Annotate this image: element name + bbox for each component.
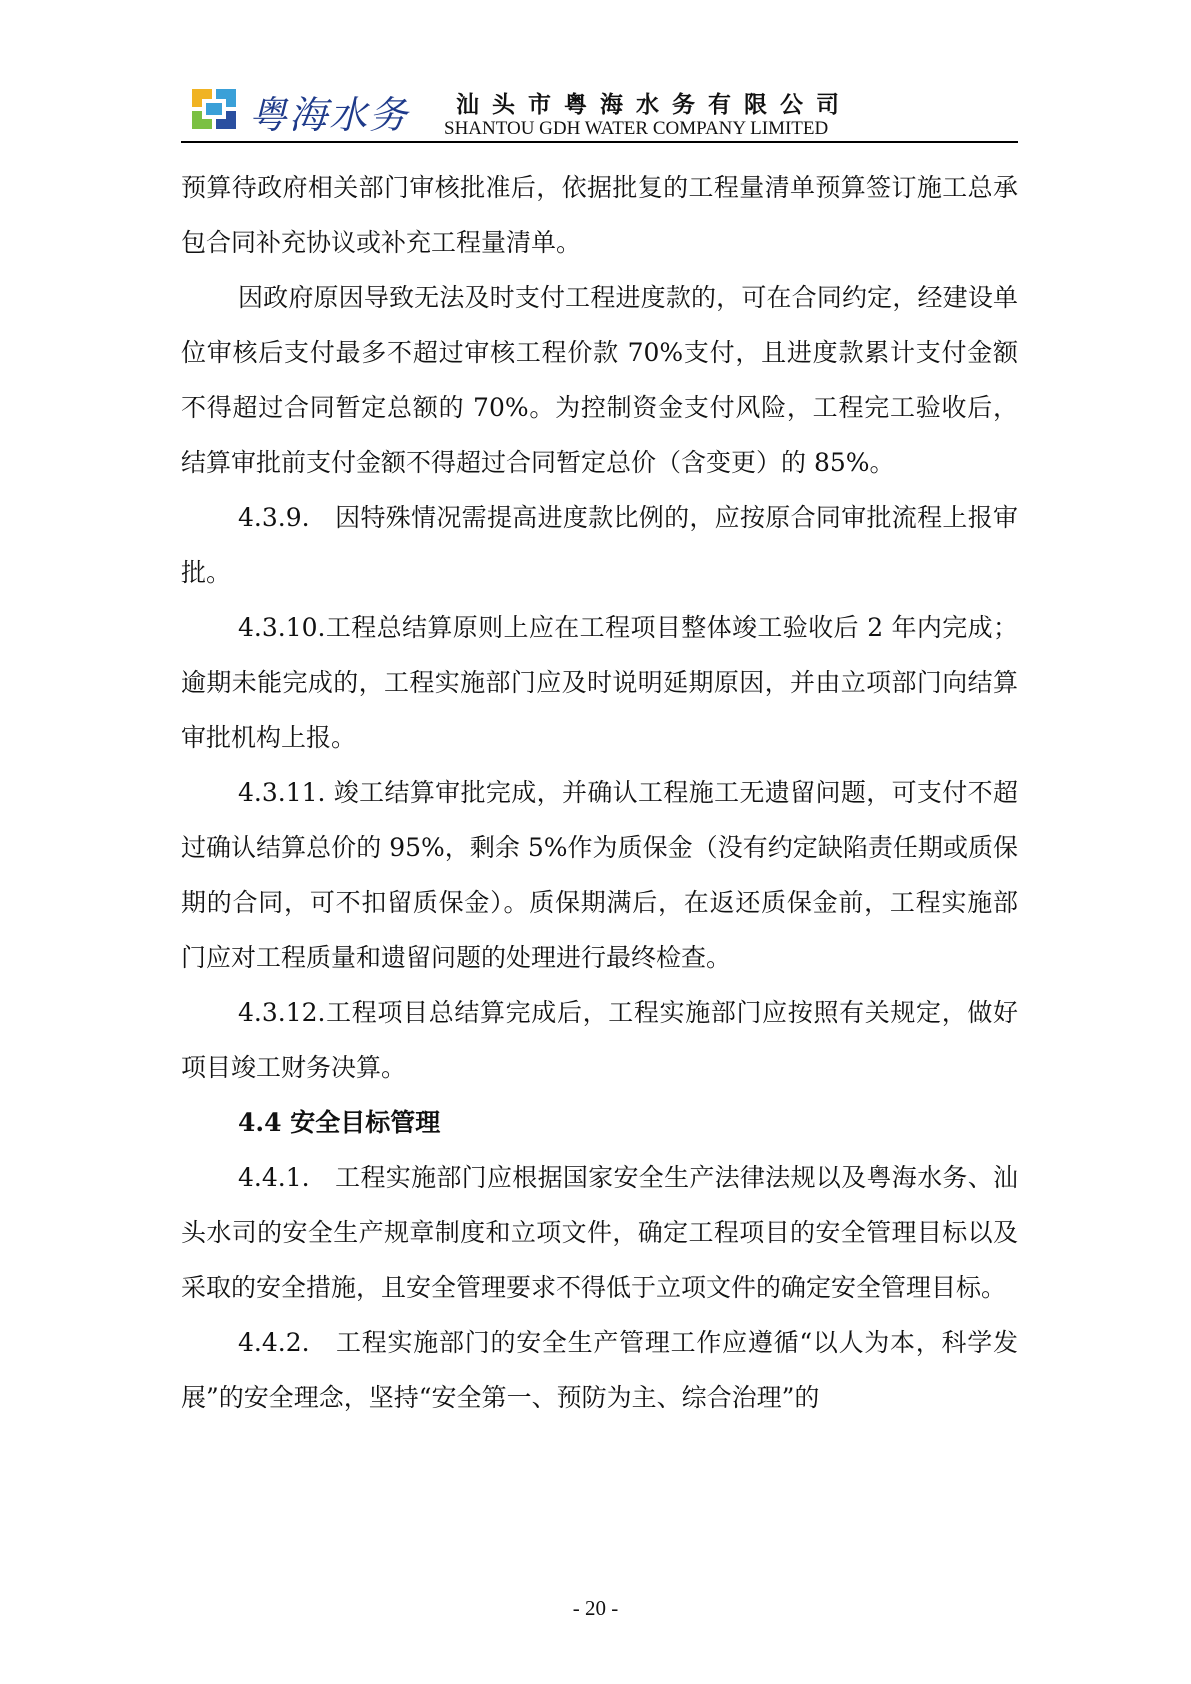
clause-4-4-2: 4.4.2. 工程实施部门的安全生产管理工作应遵循“以人为本，科学发展”的安全理念，坚持“安全第一、预防为主、综合治理”的 [181, 1328, 1018, 1412]
section-heading-4-4: 4.4 安全目标管理 [238, 1108, 441, 1137]
logo-wordmark: 粤海水务 [249, 93, 410, 137]
header-divider [181, 141, 1018, 143]
clause-4-3-10: 4.3.10.工程总结算原则上应在工程项目整体竣工验收后 2 年内完成；逾期未能完成的，工程实施部门应及时说明延期原因，并由立项部门向结算审批机构上报。 [181, 613, 1018, 752]
paragraph: 因政府原因导致无法及时支付工程进度款的，可在合同约定，经建设单位审核后支付最多不超过审核工程价款 70%支付，且进度款累计支付金额不得超过合同暂定总额的 70%。为控制资金支付风险，工程完工验收后，结算审批前支付金额不得超过合同暂定总价（含变更）的 85%。 [181, 283, 1018, 477]
page-number: - 20 - [572, 1596, 619, 1620]
clause-4-3-9: 4.3.9. 因特殊情况需提高进度款比例的，应按原合同审批流程上报审批。 [181, 503, 1018, 587]
document-body [181, 160, 1018, 1425]
clause-4-4-1: 4.4.1. 工程实施部门应根据国家安全生产法律法规以及粤海水务、汕头水司的安全生产规章制度和立项文件，确定工程项目的安全管理目标以及采取的安全措施，且安全管理要求不得低于立项文件的确定安全管理目标。 [181, 1163, 1018, 1302]
clause-4-3-12: 4.3.12.工程项目总结算完成后，工程实施部门应按照有关规定，做好项目竣工财务决算。 [181, 998, 1018, 1082]
company-name-english: SHANTOU GDH WATER COMPANY LIMITED [444, 118, 829, 139]
paragraph: 预算待政府相关部门审核批准后，依据批复的工程量清单预算签订施工总承包合同补充协议或补充工程量清单。 [181, 173, 1018, 257]
clause-4-3-11: 4.3.11. 竣工结算审批完成，并确认工程施工无遗留问题，可支付不超过确认结算总价的 95%，剩余 5%作为质保金（没有约定缺陷责任期或质保期的合同，可不扣留质保金）。质保期满后，在返还质保金前，工程实施部门应对工程质量和遗留问题的处理进行最终检查。 [181, 778, 1018, 972]
letterhead [181, 78, 1018, 144]
company-name-chinese: 汕头市粤海水务有限公司 [456, 91, 852, 118]
company-logo-icon [186, 81, 242, 137]
